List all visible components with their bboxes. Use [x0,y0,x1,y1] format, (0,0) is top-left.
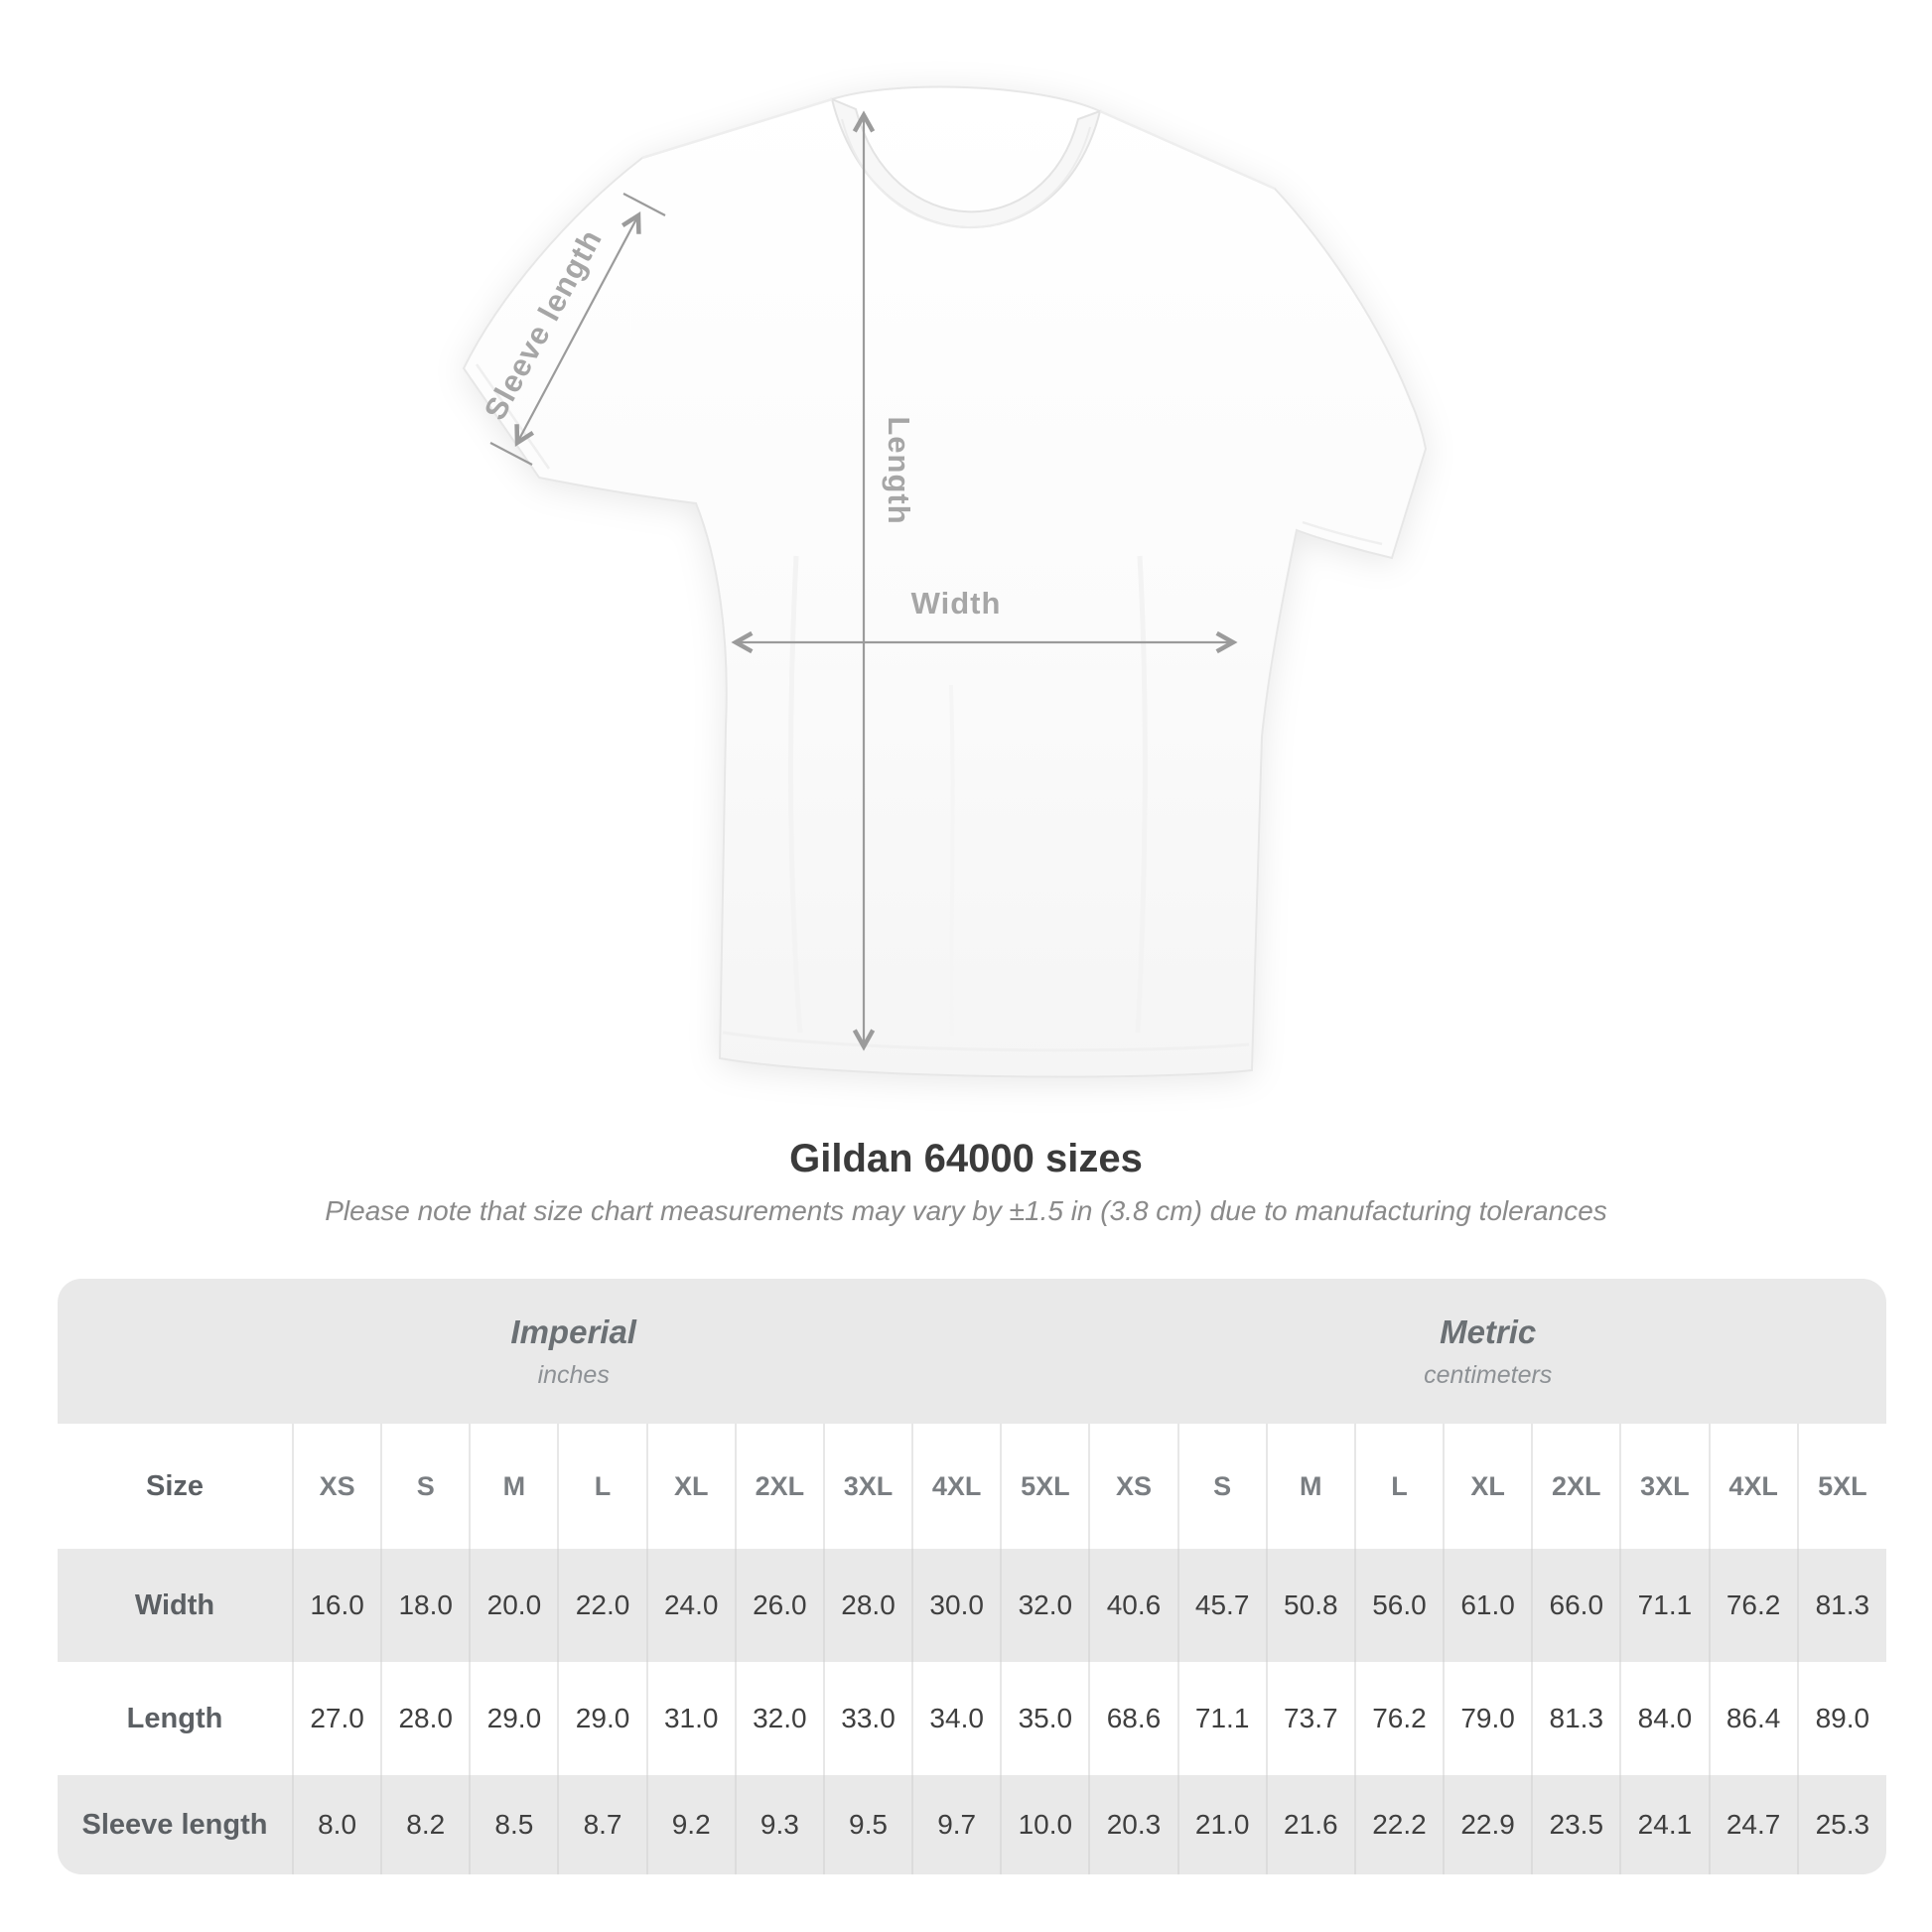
table-row-width [58,1549,1886,1662]
sleeve-length-imperial-5xl-value: 10.0 [1001,1775,1089,1874]
width-metric-xs-value: 40.6 [1089,1549,1177,1662]
size-header-metric-l: L [1355,1424,1444,1549]
size-header-metric-5xl: 5XL [1798,1424,1886,1549]
width-metric-xl-value: 61.0 [1444,1549,1532,1662]
length-metric-xs-value: 68.6 [1089,1662,1177,1775]
length-imperial-5xl-value: 35.0 [1001,1662,1089,1775]
width-metric-m-value: 50.8 [1267,1549,1355,1662]
sleeve-length-imperial-xs-value: 8.0 [293,1775,381,1874]
sleeve-length-imperial-l-value: 8.7 [558,1775,646,1874]
length-imperial-s-value: 28.0 [381,1662,470,1775]
sleeve-length-imperial-2xl-value: 9.3 [736,1775,824,1874]
size-header-metric-4xl: 4XL [1710,1424,1798,1549]
width-imperial-xl-value: 24.0 [647,1549,736,1662]
width-imperial-m-value: 20.0 [470,1549,558,1662]
length-metric-m-value: 73.7 [1267,1662,1355,1775]
size-header-metric-s: S [1178,1424,1267,1549]
row-label-length: Length [58,1662,293,1775]
tshirt-body [464,87,1426,1077]
length-metric-4xl-value: 86.4 [1710,1662,1798,1775]
length-imperial-2xl-value: 32.0 [736,1662,824,1775]
width-imperial-4xl-value: 30.0 [912,1549,1001,1662]
table-row-sleeve-length [58,1775,1886,1874]
size-header-imperial-2xl: 2XL [736,1424,824,1549]
sleeve-length-metric-3xl-value: 24.1 [1620,1775,1709,1874]
size-header-metric-m: M [1267,1424,1355,1549]
size-header-imperial-xl: XL [647,1424,736,1549]
width-metric-3xl-value: 71.1 [1620,1549,1709,1662]
size-table [58,1279,1886,1874]
sleeve-length-metric-4xl-value: 24.7 [1710,1775,1798,1874]
length-metric-5xl-value: 89.0 [1798,1662,1886,1775]
size-header-metric-3xl: 3XL [1620,1424,1709,1549]
size-header-imperial-l: L [558,1424,646,1549]
size-header-imperial-5xl: 5XL [1001,1424,1089,1549]
size-header-metric-2xl: 2XL [1532,1424,1620,1549]
length-metric-s-value: 71.1 [1178,1662,1267,1775]
size-header-metric-xs: XS [1089,1424,1177,1549]
length-metric-xl-value: 79.0 [1444,1662,1532,1775]
size-header-imperial-s: S [381,1424,470,1549]
size-header-metric-xl: XL [1444,1424,1532,1549]
fabric-crease [951,685,953,1036]
length-label: Length [881,416,916,525]
sleeve-length-metric-l-value: 22.2 [1355,1775,1444,1874]
metric-section-header [1089,1279,1886,1424]
size-header-imperial-4xl: 4XL [912,1424,1001,1549]
size-header-imperial-xs: XS [293,1424,381,1549]
sleeve-length-metric-m-value: 21.6 [1267,1775,1355,1874]
width-imperial-5xl-value: 32.0 [1001,1549,1089,1662]
length-imperial-l-value: 29.0 [558,1662,646,1775]
sleeve-length-metric-xs-value: 20.3 [1089,1775,1177,1874]
width-metric-l-value: 56.0 [1355,1549,1444,1662]
sleeve-length-metric-5xl-value: 25.3 [1798,1775,1886,1874]
width-metric-4xl-value: 76.2 [1710,1549,1798,1662]
page-title: Gildan 64000 sizes [789,1137,1143,1180]
sleeve-length-imperial-m-value: 8.5 [470,1775,558,1874]
size-header-imperial-3xl: 3XL [824,1424,912,1549]
table-row-length [58,1662,1886,1775]
unit-header-row [58,1279,1886,1424]
width-imperial-3xl-value: 28.0 [824,1549,912,1662]
metric-unit: centimeters [1424,1360,1553,1389]
width-imperial-s-value: 18.0 [381,1549,470,1662]
length-imperial-xl-value: 31.0 [647,1662,736,1775]
size-column-title: Size [58,1424,293,1549]
size-table-container [58,1279,1886,1874]
tshirt-image [464,87,1426,1077]
imperial-title: Imperial [510,1312,636,1350]
sleeve-length-imperial-s-value: 8.2 [381,1775,470,1874]
sleeve-length-metric-s-value: 21.0 [1178,1775,1267,1874]
length-metric-2xl-value: 81.3 [1532,1662,1620,1775]
length-imperial-3xl-value: 33.0 [824,1662,912,1775]
length-imperial-m-value: 29.0 [470,1662,558,1775]
row-label-width: Width [58,1549,293,1662]
width-metric-5xl-value: 81.3 [1798,1549,1886,1662]
sleeve-length-label: Sleeve length [477,223,610,426]
imperial-section-header [58,1279,1089,1424]
length-imperial-xs-value: 27.0 [293,1662,381,1775]
width-imperial-xs-value: 16.0 [293,1549,381,1662]
sleeve-length-imperial-3xl-value: 9.5 [824,1775,912,1874]
size-header-row [58,1424,1886,1549]
sleeve-length-imperial-4xl-value: 9.7 [912,1775,1001,1874]
length-metric-3xl-value: 84.0 [1620,1662,1709,1775]
length-imperial-4xl-value: 34.0 [912,1662,1001,1775]
sleeve-length-metric-2xl-value: 23.5 [1532,1775,1620,1874]
sleeve-length-imperial-xl-value: 9.2 [647,1775,736,1874]
size-header-imperial-m: M [470,1424,558,1549]
width-imperial-l-value: 22.0 [558,1549,646,1662]
row-label-sleeve-length: Sleeve length [58,1775,293,1874]
width-label: Width [910,586,1002,621]
sleeve-length-metric-xl-value: 22.9 [1444,1775,1532,1874]
width-imperial-2xl-value: 26.0 [736,1549,824,1662]
imperial-unit: inches [537,1360,610,1389]
metric-title: Metric [1440,1312,1537,1350]
page-subtitle: Please note that size chart measurements may vary by ±1.5 in (3.8 cm) due to manufacturing tolerances [325,1195,1607,1226]
length-metric-l-value: 76.2 [1355,1662,1444,1775]
width-metric-2xl-value: 66.0 [1532,1549,1620,1662]
width-metric-s-value: 45.7 [1178,1549,1267,1662]
